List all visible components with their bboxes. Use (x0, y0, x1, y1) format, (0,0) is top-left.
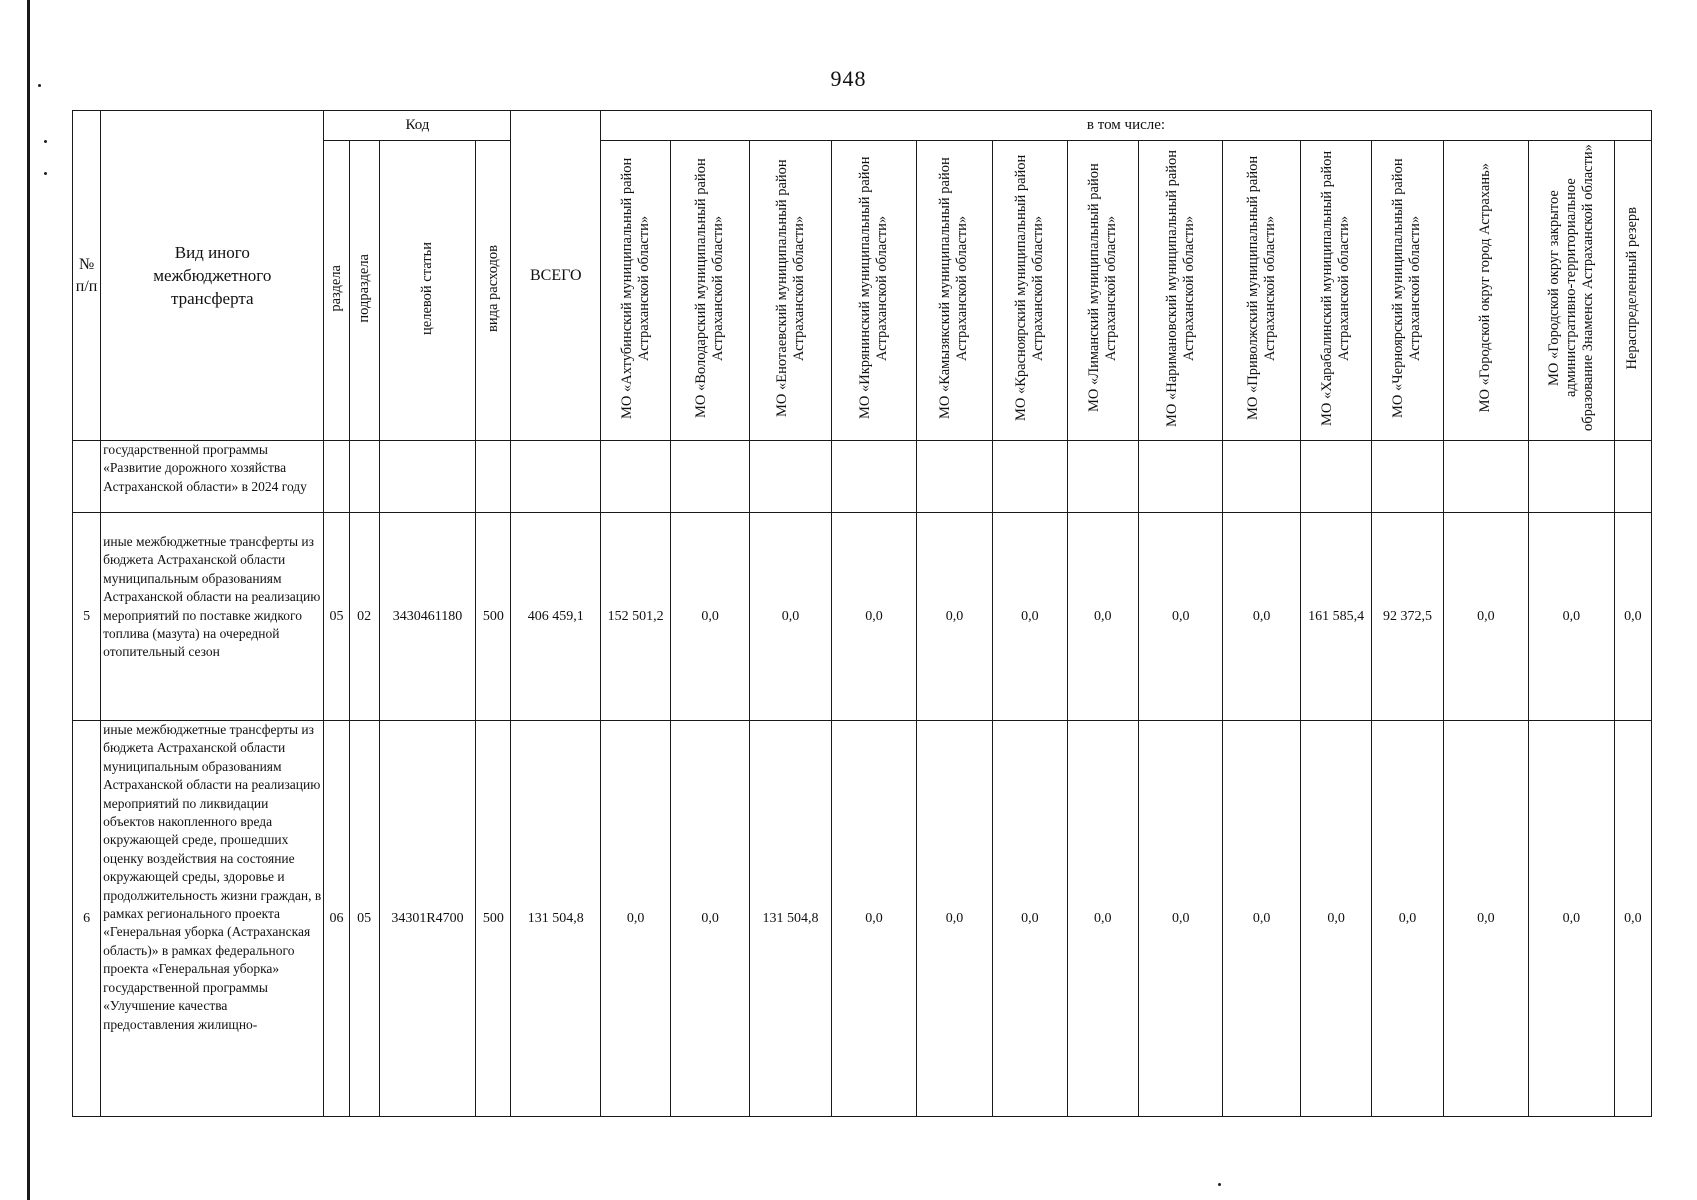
header-municipality: МО «Енотаевский муниципальный район Астраханской области» (749, 141, 831, 441)
row-value (1223, 441, 1300, 513)
row-target: 34301R4700 (379, 721, 476, 1117)
header-total: ВСЕГО (511, 111, 601, 441)
row-expense (476, 441, 511, 513)
scan-speck (1218, 1183, 1221, 1186)
header-code-subsection: подраздела (349, 141, 379, 441)
row-value (916, 441, 992, 513)
row-num: 5 (73, 513, 101, 721)
row-value: 0,0 (1300, 721, 1371, 1117)
row-value (993, 441, 1067, 513)
header-code-target: целевой статьи (379, 141, 476, 441)
row-value: 0,0 (916, 721, 992, 1117)
row-transfer-type: иные межбюджетные трансферты из бюджета Астраханской области муниципальным образованиям Астраханской области на реализацию мероприятий по поставке жидкого топлива (мазута) на очередной отопительный сезон (101, 513, 324, 721)
header-unallocated-reserve: Нераспределенный резерв (1614, 141, 1651, 441)
header-municipality: МО «Наримановский муниципальный район Астраханской области» (1138, 141, 1222, 441)
row-value: 0,0 (832, 721, 916, 1117)
header-transfer-type: Вид иного межбюджетного трансферта (101, 111, 324, 441)
row-value: 0,0 (1614, 513, 1651, 721)
row-value: 152 501,2 (600, 513, 670, 721)
table-row (73, 513, 1652, 721)
row-value: 0,0 (1529, 721, 1614, 1117)
row-value: 0,0 (832, 513, 916, 721)
row-expense: 500 (476, 513, 511, 721)
row-value: 0,0 (671, 721, 749, 1117)
row-value: 0,0 (1067, 721, 1138, 1117)
row-target (379, 441, 476, 513)
row-num: 6 (73, 721, 101, 1117)
row-value (1614, 441, 1651, 513)
row-value: 0,0 (749, 513, 831, 721)
header-row-top (73, 111, 1652, 141)
header-municipality: МО «Городской округ закрытое административно-территориальное образование Знаменск Астраханской области» (1529, 141, 1614, 441)
row-value (832, 441, 916, 513)
row-transfer-type: государственной программы «Развитие дорожного хозяйства Астраханской области» в 2024 году (101, 441, 324, 513)
row-value (1372, 441, 1443, 513)
header-code-group: Код (324, 111, 511, 141)
header-municipality: МО «Икрянинский муниципальный район Астраханской области» (832, 141, 916, 441)
header-municipality: МО «Харабалинский муниципальный район Астраханской области» (1300, 141, 1371, 441)
row-section (324, 441, 349, 513)
header-municipality: МО «Красноярский муниципальный район Астраханской области» (993, 141, 1067, 441)
row-value: 131 504,8 (749, 721, 831, 1117)
row-total (511, 441, 601, 513)
row-value (1138, 441, 1222, 513)
row-value (671, 441, 749, 513)
header-municipality: МО «Приволжский муниципальный район Астраханской области» (1223, 141, 1300, 441)
header-municipality: МО «Черноярский муниципальный район Астраханской области» (1372, 141, 1443, 441)
row-value: 92 372,5 (1372, 513, 1443, 721)
header-num: № п/п (73, 111, 101, 441)
row-value: 0,0 (1614, 721, 1651, 1117)
row-value (749, 441, 831, 513)
row-value: 0,0 (993, 721, 1067, 1117)
row-total: 406 459,1 (511, 513, 601, 721)
row-value: 0,0 (1443, 721, 1528, 1117)
header-municipality: МО «Ахтубинский муниципальный район Астраханской области» (600, 141, 670, 441)
row-value: 0,0 (1138, 721, 1222, 1117)
row-value: 0,0 (916, 513, 992, 721)
row-section: 06 (324, 721, 349, 1117)
row-value: 0,0 (1529, 513, 1614, 721)
row-value: 0,0 (1443, 513, 1528, 721)
row-value: 0,0 (1223, 721, 1300, 1117)
row-value: 0,0 (1138, 513, 1222, 721)
row-subsection: 05 (349, 721, 379, 1117)
row-value (1300, 441, 1371, 513)
header-municipality: МО «Володарский муниципальный район Астраханской области» (671, 141, 749, 441)
header-code-section: раздела (324, 141, 349, 441)
row-num (73, 441, 101, 513)
row-value: 0,0 (600, 721, 670, 1117)
row-value: 0,0 (1067, 513, 1138, 721)
row-value (600, 441, 670, 513)
row-section: 05 (324, 513, 349, 721)
row-subsection: 02 (349, 513, 379, 721)
row-value: 0,0 (993, 513, 1067, 721)
scan-speck (44, 140, 47, 143)
row-total: 131 504,8 (511, 721, 601, 1117)
row-value (1529, 441, 1614, 513)
header-code-expense: вида расходов (476, 141, 511, 441)
budget-transfer-table (72, 110, 1652, 1117)
header-municipality: МО «Лиманский муниципальный район Астраханской области» (1067, 141, 1138, 441)
row-value: 0,0 (1372, 721, 1443, 1117)
row-value (1443, 441, 1528, 513)
row-value: 0,0 (1223, 513, 1300, 721)
row-transfer-type: иные межбюджетные трансферты из бюджета Астраханской области муниципальным образованиям Астраханской области на реализацию мероприятий по ликвидации объектов накопленного вреда окружающей среде, прошедших оценку воздействия на состояние окружающей среды, здоровье и продолжительность жизни граждан, в рамках регионального проекта «Генеральная уборка (Астраханская область)» в рамках федерального проекта «Генеральная уборка» государственной программы «Улучшение качества предоставления жилищно- (101, 721, 324, 1117)
table-row (73, 441, 1652, 513)
row-subsection (349, 441, 379, 513)
row-value: 161 585,4 (1300, 513, 1371, 721)
scan-binding-edge (27, 0, 30, 1200)
row-target: 3430461180 (379, 513, 476, 721)
header-municipality: МО «Городской округ город Астрахань» (1443, 141, 1528, 441)
page-number: 948 (830, 66, 867, 91)
row-expense: 500 (476, 721, 511, 1117)
scan-speck (44, 172, 47, 175)
table-row (73, 721, 1652, 1117)
header-municipality: МО «Камызякский муниципальный район Астраханской области» (916, 141, 992, 441)
row-value: 0,0 (671, 513, 749, 721)
row-value (1067, 441, 1138, 513)
header-including: в том числе: (600, 111, 1651, 141)
